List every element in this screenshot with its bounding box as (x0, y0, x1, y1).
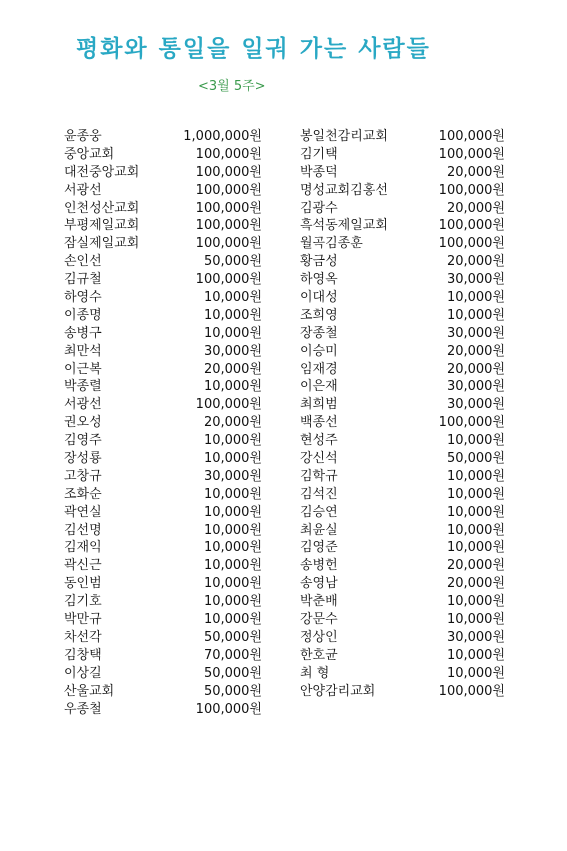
donor-name-left: 윤종웅 (64, 129, 102, 144)
donation-amount-left: 10,000원 (203, 486, 262, 502)
donor-row (0, 629, 567, 647)
donation-amount-left: 1,000,000원 (183, 129, 262, 144)
donation-amount-right: 20,000원 (446, 164, 505, 180)
donor-row (0, 683, 567, 701)
donor-name-right: 박춘배 (300, 594, 338, 610)
donation-amount-left: 10,000원 (203, 290, 262, 306)
donation-amount-left: 30,000원 (203, 343, 262, 359)
donor-name-right: 정상인 (300, 629, 338, 645)
donation-amount-left: 10,000원 (203, 612, 262, 628)
donor-row (0, 235, 567, 253)
donor-name-left: 인천성산교회 (64, 200, 140, 216)
donor-name-right: 한호균 (300, 647, 338, 663)
donor-name-right: 봉일천감리교회 (300, 129, 388, 144)
donor-name-right: 강신석 (300, 451, 338, 467)
donation-amount-left: 100,000원 (195, 164, 262, 180)
donation-amount-left: 50,000원 (203, 629, 262, 645)
donor-name-right: 박종덕 (300, 164, 338, 180)
donation-amount-left: 10,000원 (203, 576, 262, 592)
donor-name-right: 이은재 (300, 379, 338, 395)
donation-amount-right: 10,000원 (446, 540, 505, 556)
donor-name-right: 최 형 (300, 665, 330, 681)
donation-amount-left: 30,000원 (203, 468, 262, 484)
donor-row (0, 271, 567, 289)
donor-list (0, 128, 567, 718)
donation-amount-right: 10,000원 (446, 665, 505, 681)
donor-name-left: 김기호 (64, 594, 102, 610)
donor-row (0, 665, 567, 683)
donor-name-left: 산울교회 (64, 683, 115, 699)
donor-name-right: 최윤실 (300, 522, 338, 538)
donor-name-right: 월곡김종훈 (300, 236, 363, 252)
donor-row (0, 486, 567, 504)
donor-row (0, 468, 567, 486)
page-title: 평화와 통일을 일궈 가는 사람들 (76, 36, 431, 62)
donation-amount-right: 100,000원 (438, 415, 505, 431)
donor-name-right: 김광수 (300, 200, 338, 216)
donor-name-left: 잠실제일교회 (64, 236, 140, 252)
donation-amount-left: 50,000원 (203, 665, 262, 681)
donation-amount-right: 10,000원 (446, 594, 505, 610)
donation-amount-right: 30,000원 (446, 397, 505, 413)
donation-amount-right: 20,000원 (446, 200, 505, 216)
donor-name-right: 흑석동제일교회 (300, 218, 388, 234)
donation-amount-left: 100,000원 (195, 182, 262, 198)
donor-name-left: 곽연실 (64, 504, 102, 520)
donor-row (0, 611, 567, 629)
donation-amount-left: 100,000원 (195, 272, 262, 288)
donor-name-left: 권오성 (64, 415, 102, 431)
donor-name-left: 김영주 (64, 433, 102, 449)
donor-name-left: 손인선 (64, 254, 102, 270)
donor-name-left: 조화순 (64, 486, 102, 502)
donor-name-left: 고창규 (64, 468, 102, 484)
donor-name-left: 장성룡 (64, 451, 102, 467)
donor-name-right: 임재경 (300, 361, 338, 377)
donation-amount-left: 100,000원 (195, 218, 262, 234)
donation-amount-right: 50,000원 (446, 451, 505, 467)
donation-amount-left: 20,000원 (203, 361, 262, 377)
donation-amount-right: 30,000원 (446, 379, 505, 395)
donor-row (0, 307, 567, 325)
donation-amount-right: 20,000원 (446, 254, 505, 270)
donation-amount-left: 100,000원 (195, 397, 262, 413)
donor-name-right: 송영남 (300, 576, 338, 592)
donor-name-right: 이승미 (300, 343, 338, 359)
donor-row (0, 539, 567, 557)
donation-amount-right: 20,000원 (446, 343, 505, 359)
donor-name-left: 서광선 (64, 397, 102, 413)
donor-row (0, 450, 567, 468)
donor-row (0, 128, 567, 146)
donor-name-left: 이근복 (64, 361, 102, 377)
donation-amount-right: 30,000원 (446, 325, 505, 341)
donor-name-right: 명성교회김홍선 (300, 182, 388, 198)
donor-row (0, 557, 567, 575)
donation-amount-right: 10,000원 (446, 468, 505, 484)
donation-amount-left: 100,000원 (195, 701, 262, 717)
donor-row (0, 182, 567, 200)
donation-amount-right: 100,000원 (438, 182, 505, 198)
donor-row (0, 701, 567, 719)
donation-amount-left: 50,000원 (203, 683, 262, 699)
donor-name-right: 하영옥 (300, 272, 338, 288)
donor-name-left: 이종명 (64, 307, 102, 323)
donor-name-left: 하영수 (64, 290, 102, 306)
donation-amount-right: 10,000원 (446, 307, 505, 323)
donation-amount-right: 10,000원 (446, 522, 505, 538)
donor-row (0, 325, 567, 343)
donation-amount-right: 10,000원 (446, 647, 505, 663)
donation-amount-right: 100,000원 (438, 218, 505, 234)
donor-name-left: 서광선 (64, 182, 102, 198)
donor-name-right: 최희범 (300, 397, 338, 413)
donor-name-right: 장종철 (300, 325, 338, 341)
donation-amount-left: 10,000원 (203, 594, 262, 610)
donation-amount-left: 100,000원 (195, 200, 262, 216)
donation-amount-left: 10,000원 (203, 325, 262, 341)
donor-row (0, 432, 567, 450)
donor-name-right: 김학규 (300, 468, 338, 484)
donor-name-left: 김창택 (64, 647, 102, 663)
donation-amount-left: 70,000원 (203, 647, 262, 663)
donor-name-right: 송병헌 (300, 558, 338, 574)
donation-amount-right: 20,000원 (446, 558, 505, 574)
donation-amount-right: 10,000원 (446, 290, 505, 306)
donor-name-left: 김선명 (64, 522, 102, 538)
donor-row (0, 289, 567, 307)
donor-row (0, 361, 567, 379)
donor-row (0, 396, 567, 414)
donor-name-left: 차선각 (64, 629, 102, 645)
donor-name-right: 김기택 (300, 146, 338, 162)
donation-amount-left: 100,000원 (195, 146, 262, 162)
donor-name-right: 백종선 (300, 415, 338, 431)
donation-amount-right: 10,000원 (446, 612, 505, 628)
donation-amount-left: 10,000원 (203, 379, 262, 395)
donation-amount-left: 50,000원 (203, 254, 262, 270)
donation-amount-left: 10,000원 (203, 504, 262, 520)
donor-name-right: 김석진 (300, 486, 338, 502)
donor-name-left: 박종렬 (64, 379, 102, 395)
donor-name-right: 현성주 (300, 433, 338, 449)
donor-row (0, 593, 567, 611)
donation-amount-right: 100,000원 (438, 129, 505, 144)
donor-row (0, 522, 567, 540)
donor-name-left: 김규철 (64, 272, 102, 288)
donation-amount-right: 100,000원 (438, 146, 505, 162)
donation-amount-right: 20,000원 (446, 361, 505, 377)
donation-amount-left: 10,000원 (203, 451, 262, 467)
donation-amount-left: 10,000원 (203, 433, 262, 449)
donor-name-left: 이상길 (64, 665, 102, 681)
donor-name-right: 김승연 (300, 504, 338, 520)
donor-name-left: 동인범 (64, 576, 102, 592)
donation-amount-left: 10,000원 (203, 307, 262, 323)
donation-amount-left: 10,000원 (203, 522, 262, 538)
donor-name-right: 강문수 (300, 612, 338, 628)
donor-name-right: 조희영 (300, 307, 338, 323)
donor-row (0, 504, 567, 522)
donation-amount-right: 100,000원 (438, 236, 505, 252)
donor-row (0, 378, 567, 396)
donation-amount-right: 10,000원 (446, 504, 505, 520)
donation-amount-right: 20,000원 (446, 576, 505, 592)
donor-row (0, 164, 567, 182)
donor-name-left: 최만석 (64, 343, 102, 359)
donation-amount-right: 30,000원 (446, 629, 505, 645)
donor-name-left: 박만규 (64, 612, 102, 628)
donor-row (0, 647, 567, 665)
donor-name-right: 이대성 (300, 290, 338, 306)
donor-name-left: 부평제일교회 (64, 218, 140, 234)
donation-amount-right: 10,000원 (446, 486, 505, 502)
donor-row (0, 146, 567, 164)
donor-name-left: 중앙교회 (64, 146, 115, 162)
donation-amount-left: 10,000원 (203, 540, 262, 556)
donor-name-left: 곽신근 (64, 558, 102, 574)
donation-amount-left: 10,000원 (203, 558, 262, 574)
donor-name-right: 안양감리교회 (300, 683, 376, 699)
donation-amount-right: 100,000원 (438, 683, 505, 699)
donor-name-left: 우종철 (64, 701, 102, 717)
donor-name-left: 김재익 (64, 540, 102, 556)
donor-name-left: 송병구 (64, 325, 102, 341)
donor-name-left: 대전중앙교회 (64, 164, 140, 180)
donor-name-right: 김영준 (300, 540, 338, 556)
week-subtitle: <3월 5주> (198, 79, 266, 94)
donor-name-right: 황금성 (300, 254, 338, 270)
donor-row (0, 343, 567, 361)
donation-amount-right: 10,000원 (446, 433, 505, 449)
donor-row (0, 575, 567, 593)
donation-amount-left: 20,000원 (203, 415, 262, 431)
donor-row (0, 200, 567, 218)
donation-amount-right: 30,000원 (446, 272, 505, 288)
donor-row (0, 414, 567, 432)
donor-row (0, 253, 567, 271)
donation-amount-left: 100,000원 (195, 236, 262, 252)
donor-row (0, 217, 567, 235)
